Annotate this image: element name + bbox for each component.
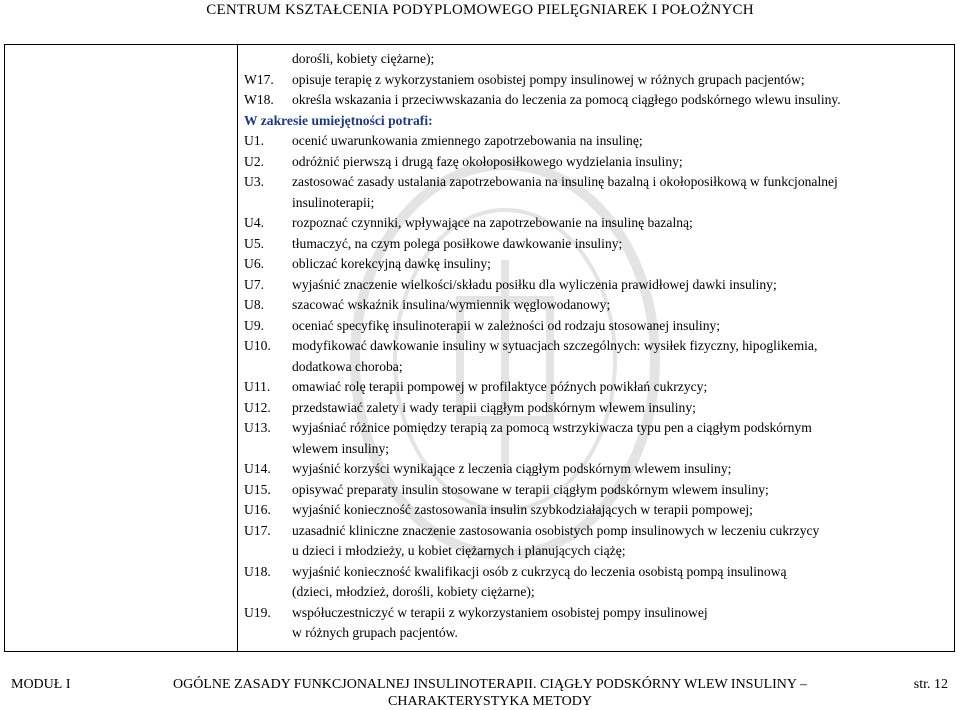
list-item [244, 131, 904, 152]
list-item [244, 418, 904, 439]
item-code: U4. [244, 215, 265, 230]
item-text: uzasadnić kliniczne znaczenie zastosowania osobistych pomp insulinowych w leczeniu cukrzycy [292, 522, 820, 538]
item-text: określa wskazania i przeciwwskazania do leczenia za pomocą ciągłego podskórnego wlewu insuliny. [292, 92, 841, 107]
column-divider [237, 45, 238, 651]
item-code: U11. [244, 379, 271, 394]
item-text: opisuje terapię z wykorzystaniem osobistej pompy insulinowej w różnych grupach pacjentów; [292, 71, 805, 87]
item-text: u dzieci i młodzieży, u kobiet ciężarnych i planujących ciążę; [292, 543, 626, 558]
list-item [244, 500, 904, 521]
learning-outcomes [244, 49, 904, 644]
item-text: wyjaśnić konieczność zastosowania insulin szybkodziałających w terapii pompowej; [292, 502, 753, 517]
page-footer [0, 671, 960, 709]
list-item-continuation [244, 357, 904, 378]
page-header [0, 0, 960, 22]
list-item [244, 603, 904, 624]
item-text: w różnych grupach pacjentów. [292, 625, 458, 640]
item-text: rozpoznać czynniki, wpływające na zapotrzebowanie na insulinę bazalną; [292, 215, 693, 230]
list-item [244, 316, 904, 337]
list-item-continuation [244, 541, 904, 562]
item-text: współuczestniczyć w terapii z wykorzystaniem osobistej pompy insulinowej [292, 604, 708, 620]
item-text: oceniać specyfikę insulinoterapii w zależności od rodzaju stosowanej insuliny; [292, 317, 721, 333]
list-item [244, 377, 904, 398]
item-text: przedstawiać zalety i wady terapii ciągłym podskórnym wlewem insuliny; [292, 399, 696, 415]
item-code: U19. [244, 604, 271, 620]
item-code: W17. [244, 71, 274, 87]
item-code: U13. [244, 420, 271, 435]
item-code: U5. [244, 235, 265, 251]
list-item [244, 295, 904, 316]
skills-list [244, 131, 904, 644]
item-text: omawiać rolę terapii pompowej w profilaktyce późnych powikłań cukrzycy; [292, 379, 708, 394]
item-code: U6. [244, 256, 265, 271]
item-text: ocenić uwarunkowania zmiennego zapotrzebowania na insulinę; [292, 133, 643, 148]
list-item [244, 336, 904, 357]
list-item [244, 70, 904, 91]
item-code: U3. [244, 174, 265, 189]
list-item [244, 152, 904, 173]
item-code: U10. [244, 338, 271, 353]
item-text: modyfikować dawkowanie insuliny w sytuacjach szczególnych: wysiłek fizyczny, hipoglikemia, [292, 338, 818, 353]
page-number: str. 12 [913, 677, 948, 692]
item-code: U15. [244, 481, 271, 497]
item-text: zastosować zasady ustalania zapotrzebowania na insulinę bazalną i okołoposiłkową w funkcjonalnej [292, 174, 838, 189]
list-item [244, 90, 904, 111]
item-text: odróżnić pierwszą i drugą fazę okołoposiłkowego wydzielania insuliny; [292, 153, 683, 169]
item-text: insulinoterapii; [292, 194, 375, 210]
item-code: U1. [244, 133, 265, 148]
item-text: wyjaśnić korzyści wynikające z leczenia ciągłym podskórnym wlewem insuliny; [292, 461, 732, 476]
item-code: U18. [244, 563, 271, 579]
item-code: U2. [244, 153, 265, 169]
list-item [244, 172, 904, 193]
list-item-continuation [244, 439, 904, 460]
item-text: wyjaśnić konieczność kwalifikacji osób z cukrzycą do leczenia osobistą pompą insulinową [292, 563, 787, 579]
list-item [244, 254, 904, 275]
list-item [244, 562, 904, 583]
list-item [244, 521, 904, 542]
item-code: U9. [244, 317, 265, 333]
header-title: CENTRUM KSZTAŁCENIA PODYPLOMOWEGO PIELĘGNIAREK I POŁOŻNYCH [206, 2, 754, 18]
list-item [244, 213, 904, 234]
item-code: U8. [244, 297, 265, 312]
footer-module: MODUŁ I [11, 677, 71, 692]
list-item-continuation [244, 193, 904, 214]
item-text: wlewem insuliny; [292, 440, 390, 456]
item-text: szacować wskaźnik insulina/wymiennik węglowodanowy; [292, 297, 611, 312]
list-item [244, 275, 904, 296]
item-code: U17. [244, 522, 271, 538]
item-text: tłumaczyć, na czym polega posiłkowe dawkowanie insuliny; [292, 235, 623, 251]
item-code: U14. [244, 461, 271, 476]
list-item-continuation [244, 623, 904, 644]
item-text: wyjaśniać różnice pomiędzy terapią za pomocą wstrzykiwacza typu pen a ciągłym podskórnym [292, 420, 812, 435]
item-text: wyjaśnić znaczenie wielkości/składu posiłku dla wyliczenia prawidłowej dawki insuliny; [292, 276, 777, 292]
item-code: U7. [244, 276, 265, 292]
list-item [244, 398, 904, 419]
list-item [244, 459, 904, 480]
list-item [244, 480, 904, 501]
item-text: opisywać preparaty insulin stosowane w terapii ciągłym podskórnym wlewem insuliny; [292, 481, 769, 497]
item-code: U12. [244, 399, 271, 415]
section-heading: W zakresie umiejętności potrafi: [244, 112, 433, 128]
item-text: dodatkowa choroba; [292, 358, 403, 374]
list-item [244, 234, 904, 255]
list-item-continuation [244, 582, 904, 603]
item-code: U16. [244, 502, 271, 517]
list-item: dorośli, kobiety ciężarne); [292, 51, 435, 66]
item-text: (dzieci, młodzież, dorośli, kobiety ciężarne); [292, 584, 535, 599]
footer-title: OGÓLNE ZASADY FUNKCJONALNEJ INSULINOTERAPII. CIĄGŁY PODSKÓRNY WLEW INSULINY – CHARAKTERYSTYKA METODY [173, 677, 807, 709]
item-text: obliczać korekcyjną dawkę insuliny; [292, 256, 491, 271]
item-code: W18. [244, 92, 274, 107]
